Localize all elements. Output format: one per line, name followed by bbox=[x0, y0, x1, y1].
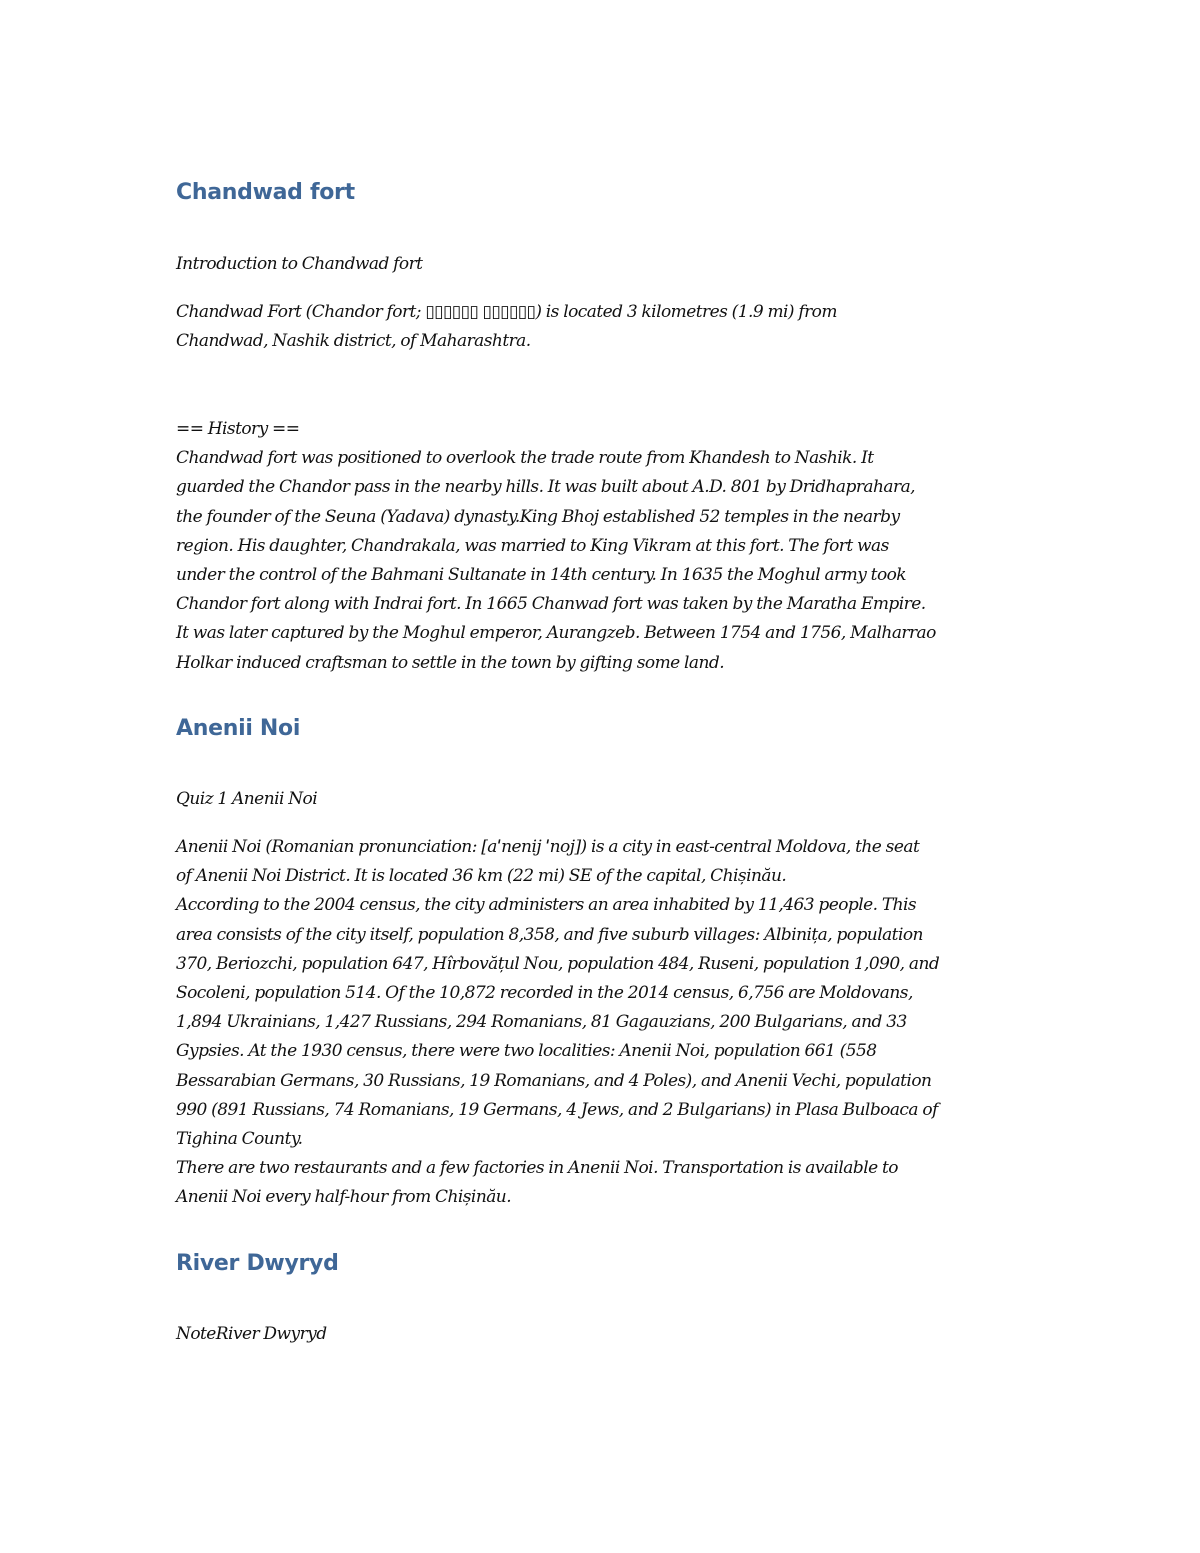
subtitle-river-dwyryd: NoteRiver Dwyryd bbox=[176, 1324, 327, 1344]
heading-river-dwyryd: River Dwyryd bbox=[176, 1251, 339, 1276]
text-line: region. His daughter, Chandrakala, was married to King Vikram at this fort. The fort was bbox=[176, 535, 889, 556]
text-line: Gypsies. At the 1930 census, there were two localities: Anenii Noi, population 661 (558 bbox=[176, 1041, 877, 1062]
text-line: area consists of the city itself, population 8,358, and five suburb villages: Albinița, population bbox=[176, 924, 923, 945]
text-line: the founder of the Seuna (Yadava) dynasty.King Bhoj established 52 temples in the nearby bbox=[176, 506, 900, 527]
text-line: 370, Beriozchi, population 647, Hîrbovățul Nou, population 484, Ruseni, population 1,090, and bbox=[176, 953, 940, 974]
text-line: There are two restaurants and a few factories in Anenii Noi. Transportation is available to bbox=[176, 1158, 898, 1179]
text-line: Tighina County. bbox=[176, 1129, 303, 1150]
paragraph-chandwad-intro bbox=[176, 298, 1036, 356]
text-line: guarded the Chandor pass in the nearby hills. It was built about A.D. 801 by Dridhaprahara, bbox=[176, 477, 916, 498]
text-line: Bessarabian Germans, 30 Russians, 19 Romanians, and 4 Poles), and Anenii Vechi, population bbox=[176, 1070, 932, 1091]
text-line: Holkar induced craftsman to settle in the town by gifting some land. bbox=[176, 652, 725, 673]
paragraph-chandwad-history bbox=[176, 415, 1036, 678]
text-line: It was later captured by the Moghul emperor, Aurangzeb. Between 1754 and 1756, Malharrao bbox=[176, 623, 936, 644]
text-line: == History == bbox=[176, 419, 300, 439]
text-line: Chandor fort along with Indrai fort. In 1665 Chanwad fort was taken by the Maratha Empire. bbox=[176, 594, 926, 615]
text-line: 1,894 Ukrainians, 1,427 Russians, 294 Romanians, 81 Gagauzians, 200 Bulgarians, and 33 bbox=[176, 1012, 907, 1033]
text-line: Anenii Noi (Romanian pronunciation: [aˈnenij ˈnoj]) is a city in east-central Moldova, the seat bbox=[176, 837, 920, 857]
text-line: Chandwad Fort (Chandor fort; ▯▯▯▯▯▯ ▯▯▯▯▯▯) is located 3 kilometres (1.9 mi) from bbox=[176, 302, 837, 322]
heading-anenii-noi: Anenii Noi bbox=[176, 716, 301, 741]
text-line: Chandwad, Nashik district, of Maharashtra. bbox=[176, 331, 531, 352]
text-line: Chandwad fort was positioned to overlook the trade route from Khandesh to Nashik. It bbox=[176, 448, 874, 469]
heading-chandwad-fort: Chandwad fort bbox=[176, 180, 355, 205]
text-line: 990 (891 Russians, 74 Romanians, 19 Germans, 4 Jews, and 2 Bulgarians) in Plasa Bulboaca of bbox=[176, 1099, 938, 1120]
subtitle-chandwad-fort: Introduction to Chandwad fort bbox=[176, 254, 423, 274]
text-line: under the control of the Bahmani Sultanate in 14th century. In 1635 the Moghul army took bbox=[176, 565, 907, 586]
text-line: of Anenii Noi District. It is located 36 km (22 mi) SE of the capital, Chișinău. bbox=[176, 866, 787, 887]
text-line: Socoleni, population 514. Of the 10,872 recorded in the 2014 census, 6,756 are Moldovans, bbox=[176, 983, 913, 1004]
text-line: Anenii Noi every half-hour from Chișinău. bbox=[176, 1187, 512, 1208]
subtitle-anenii-noi: Quiz 1 Anenii Noi bbox=[176, 789, 318, 809]
text-line: According to the 2004 census, the city administers an area inhabited by 11,463 people. This bbox=[176, 895, 917, 916]
paragraph-anenii-noi bbox=[176, 833, 1036, 1213]
